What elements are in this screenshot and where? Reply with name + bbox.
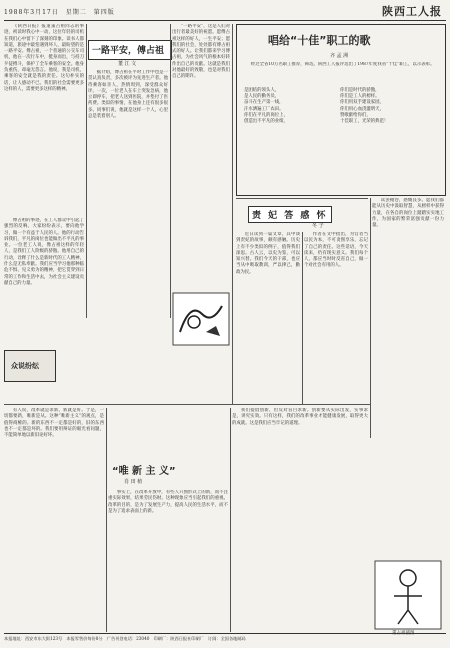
article4-title: “唯 新 主 义”	[112, 466, 176, 477]
masthead	[4, 4, 446, 18]
footer: 本报地址：西安市东大街123号 本报零售价每份8分 广告刊登电话：23040 印刷厂：陕西日报社印刷厂 订阅：全国各地邮局	[4, 636, 246, 641]
article4-author: 肖 田 植	[124, 479, 143, 485]
poem-line: 是人民的勤务员，	[244, 94, 280, 100]
divider	[106, 408, 107, 632]
article3-author: 冬 子	[312, 223, 324, 229]
article1-title: 一路平安，傅占祖	[92, 46, 165, 56]
article4-col1-text: 有人说，改革就是求新，新就是好。于是，一切都要新，唯新是从。这种“唯新主义”的观点，是值得商榷的。新的东西不一定都是好的，旧的东西也不一定都是坏的。我们要用辩证的眼光看问题，不能简单地以新旧论好坏。	[4, 408, 104, 439]
illustration-figure	[374, 560, 442, 630]
article1-column-1b	[4, 218, 84, 318]
illustration-cartoon	[172, 292, 230, 346]
divider	[230, 408, 231, 632]
article1-headline-box	[88, 40, 172, 60]
issue-date: 1988年3月17日 星期二 第四版	[4, 9, 115, 16]
article2-poem-right	[340, 88, 436, 188]
article1-col1-text: 《陕西日报》报道董占祖同志的事迹，初读时我心中一动，这位年轻的司机在我们心中留下了深刻的印象。读书人都知道，旅途中最怕遇到坏人，最盼望的是一路平安。傅占祖，一个普通的公交车司机，他在一次行车中，挺身而出，与持刀歹徒搏斗，保护了全车乘客的安全。他身负重伤，却毫无怨言。他说，我是司机，乘客的安全就是我的责任。这句朴实的话，让人感动不已。我们的社会需要更多这样的人，需要更多这样的精神。	[4, 24, 84, 92]
article1-col3-text: 据介绍，傅占祖在平时工作中也是一贯认真负责，多次被评为先进生产者。他待乘客如亲人，热情周到，深受群众好评。一次，一位老人在车上突发急病，他立即停车，把老人送到医院，并垫付了医药费。类似的事情，在他身上还有很多很多。同事们说，他就是这样一个人，心里总是装着别人。	[88, 70, 168, 120]
article4-col3-text: 我们提倡创新，但反对盲目求新。创新要从实际出发，实事求是，讲究实效。只有这样，我们的改革事业才能健康发展，取得更大的成就。这是我们应当牢记的道理。	[232, 408, 368, 426]
article2-author: 齐 孟 洲	[330, 53, 349, 59]
article3-column-2	[304, 232, 368, 404]
poem-line: 汗水洒遍工厂农田。	[244, 106, 284, 112]
footer-rule	[4, 633, 446, 634]
article1-column-1	[4, 24, 84, 216]
article3-column-1	[236, 232, 300, 404]
article2-intro	[242, 62, 438, 82]
article4-column-3	[232, 408, 368, 632]
sidebar-box-label: 众说纷纭	[11, 362, 39, 370]
divider	[86, 24, 87, 318]
article4-column-1	[4, 408, 104, 632]
divider	[302, 232, 303, 404]
divider	[170, 24, 171, 318]
article1-author: 董 江 文	[118, 61, 137, 67]
article3-col1-text: 近日读到一篇文章，其中谈到责妃的故事，颇有感触。历史上有不少类似的例子，值得我们深思。古人云，以史为鉴，可以知兴替。我们今天的干部，也应当从中吸取教训，严以律己，勤政为民。	[236, 232, 300, 275]
divider	[236, 198, 368, 199]
poem-line: 你们在平凡的岗位上，	[244, 112, 288, 118]
figure-drawing-icon	[374, 560, 442, 630]
poem-line: 是团结的领头人，	[244, 88, 280, 93]
divider	[4, 404, 370, 405]
poem-line: 你们用双手建设家园，	[340, 100, 384, 106]
article3-col3-text: 读罢掩卷，感慨良多。愿我们都能从历史中汲取智慧，从榜样中获得力量，在各自的岗位上踏踏实实地工作，为国家的繁荣富强贡献一份力量。	[372, 198, 444, 229]
article3-title: 责 妃 答 感 怀	[248, 206, 332, 223]
cartoon-drawing-icon	[172, 292, 230, 346]
poem-line: 十佳职工，光荣的典范！	[340, 119, 389, 125]
article2-title: 唱给“十佳”职工的歌	[268, 34, 371, 47]
article3-column-3	[372, 198, 444, 404]
article4-col2-text: 事实上，在改革开放中，有些人只图形式上的新，而不注重实际效果，结果劳民伤财。这种现象应当引起我们的重视。改革的目的，是为了发展生产力，提高人民的生活水平，而不是为了追求表面上的新。	[108, 490, 228, 514]
article3-col2-text: 作者在文中指出，为官者当以民为本，不可贪图享乐，忘记了自己的责任。这些话语，今天读来，仍有现实意义。我们每个人，都应当时时反省自己，做一个对社会有用的人。	[304, 232, 368, 269]
poem-line: 创造出不平凡的业绩，	[244, 119, 288, 125]
article2-intro-text: 经过全省10万名职工推荐，筛选，陕西工人报评选出了1987年度我省“十佳”职工，以示表彰。	[250, 62, 435, 67]
article1-column-2	[88, 70, 168, 318]
article2-poem-left	[244, 88, 334, 188]
article4-column-2	[108, 490, 228, 632]
poem-line: 你们用心血浇灌明天，	[340, 106, 384, 112]
poem-line: 奋斗在生产第一线，	[244, 100, 284, 106]
masthead-rule	[4, 20, 446, 21]
divider	[370, 198, 371, 438]
poem-line: 你们是工人的榜样。	[340, 94, 380, 100]
sidebar-box	[4, 350, 56, 382]
newspaper-logo: 陕西工人报	[382, 5, 442, 18]
article1-col4-text: “一路平安”，这是人们对出行者最美好的祝愿。愿傅占祖这样的好人，一生平安；愿我们的社会，处处都有傅占祖式的好人。让我们都来学习傅占祖，为社会风气的根本好转作出自己的贡献。这就是我们对他最好的致敬，也是对我们自己的期许。	[172, 24, 230, 80]
divider	[232, 24, 233, 404]
article1-col2-text: 傅占祖的事迹，在工人群众中引起了强烈的反响。大家纷纷表示，要向他学习，做一个有益于人民的人。他的行动告诉我们，平凡的岗位也能做出不平凡的事业。一位老工人说，像占祖这样的年轻人，是我们工人阶级的骄傲。他用自己的行动，诠释了什么是新时代的工人精神，什么是无私奉献。我们应当学习他那种临危不惧、见义勇为的精神，把它贯穿到日常的工作和生活中去，为社会主义建设贡献自己的力量。	[4, 218, 84, 286]
poem-line: 赞歌献给你们，	[340, 112, 371, 118]
article1-column-3	[172, 24, 230, 318]
poem-line: 你们是时代的骄傲，	[340, 88, 380, 93]
